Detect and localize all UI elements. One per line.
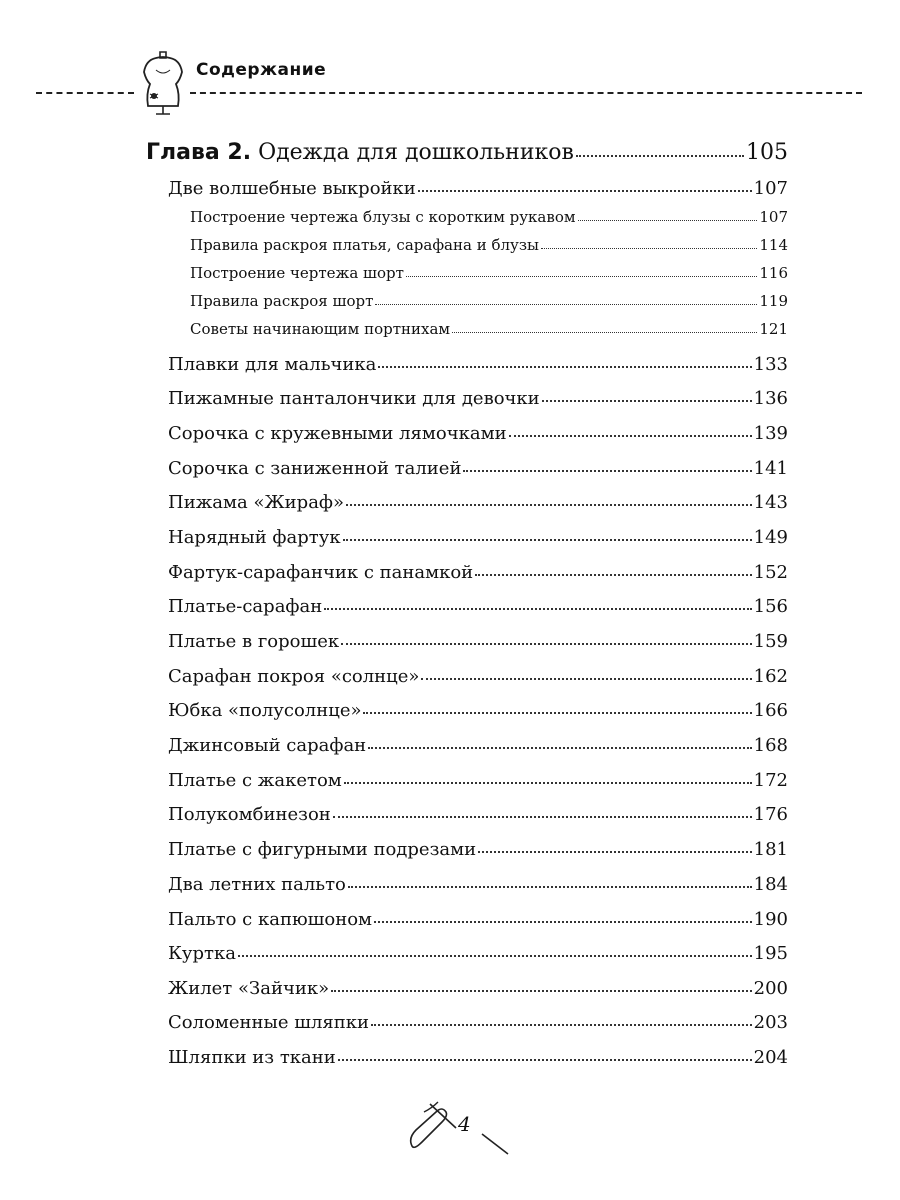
dot-leader <box>463 470 751 472</box>
entry-page-number: 204 <box>753 1047 788 1068</box>
entry-page-number: 121 <box>759 320 788 338</box>
dot-leader <box>324 608 751 610</box>
toc-entry[interactable] <box>168 631 788 652</box>
dot-leader <box>331 990 752 992</box>
toc-entry[interactable] <box>168 178 788 199</box>
dot-leader <box>541 248 757 249</box>
header-title: Содержание <box>196 60 327 80</box>
page-number: 4 <box>458 1112 471 1136</box>
entry-title: Правила раскроя платья, сарафана и блузы <box>190 236 539 254</box>
entry-title: Правила раскроя шорт <box>190 292 374 310</box>
dot-leader <box>578 220 758 221</box>
toc-entry[interactable] <box>168 1047 788 1068</box>
entry-page-number: 181 <box>753 839 788 860</box>
toc-entry[interactable] <box>168 354 788 375</box>
entry-title: Построение чертежа блузы с коротким рукавом <box>190 208 576 226</box>
entry-page-number: 162 <box>753 666 788 687</box>
entry-title: Куртка <box>168 943 236 964</box>
toc-entry[interactable] <box>168 770 788 791</box>
toc-entry[interactable] <box>168 423 788 444</box>
dot-leader <box>418 190 752 192</box>
entry-title: Платье в горошек <box>168 631 340 652</box>
entry-page-number: 152 <box>753 562 788 583</box>
toc-entry[interactable] <box>168 700 788 721</box>
dot-leader <box>452 332 757 333</box>
entry-title: Два летних пальто <box>168 874 346 895</box>
dot-leader <box>333 816 752 818</box>
dot-leader <box>378 366 751 368</box>
entry-page-number: 107 <box>753 178 788 199</box>
entry-title: Шляпки из ткани <box>168 1047 336 1068</box>
entry-title: Пижама «Жираф» <box>168 492 345 513</box>
dot-leader <box>341 643 752 645</box>
entry-page-number: 172 <box>753 770 788 791</box>
toc-entry[interactable] <box>168 735 788 756</box>
entry-page-number: 166 <box>753 700 788 721</box>
dot-leader <box>509 435 752 437</box>
entry-title: Сарафан покроя «солнце» <box>168 666 420 687</box>
dot-leader <box>406 276 757 277</box>
toc-entry[interactable] <box>168 804 788 825</box>
entry-page-number: 156 <box>753 596 788 617</box>
chapter-title <box>146 140 574 165</box>
entry-title: Соломенные шляпки <box>168 1012 369 1033</box>
dot-leader <box>238 955 752 957</box>
entry-page-number: 184 <box>753 874 788 895</box>
entry-title: Полукомбинезон <box>168 804 331 825</box>
dot-leader <box>478 851 752 853</box>
toc-subentry[interactable] <box>190 208 788 226</box>
toc-entry[interactable] <box>168 874 788 895</box>
chapter-page-number: 105 <box>746 140 788 165</box>
toc-entry[interactable] <box>168 492 788 513</box>
dot-leader <box>542 400 752 402</box>
entry-page-number: 119 <box>759 292 788 310</box>
entry-page-number: 136 <box>753 388 788 409</box>
entry-page-number: 159 <box>753 631 788 652</box>
entry-title: Пижамные панталончики для девочки <box>168 388 540 409</box>
dot-leader <box>421 678 751 680</box>
dot-leader <box>576 155 744 157</box>
entry-title: Фартук-сарафанчик с панамкой <box>168 562 474 583</box>
entry-title: Две волшебные выкройки <box>168 178 416 199</box>
toc-entry[interactable] <box>168 943 788 964</box>
entry-title: Нарядный фартук <box>168 527 341 548</box>
dot-leader <box>371 1024 752 1026</box>
toc-entry[interactable] <box>168 1012 788 1033</box>
toc-entry[interactable] <box>168 839 788 860</box>
entry-page-number: 114 <box>759 236 788 254</box>
entry-page-number: 168 <box>753 735 788 756</box>
toc-entry[interactable] <box>168 978 788 999</box>
entry-page-number: 116 <box>759 264 788 282</box>
entry-page-number: 139 <box>753 423 788 444</box>
dot-leader <box>375 304 757 305</box>
entry-page-number: 133 <box>753 354 788 375</box>
dot-leader <box>475 574 751 576</box>
entry-page-number: 143 <box>753 492 788 513</box>
entry-page-number: 200 <box>753 978 788 999</box>
entry-page-number: 203 <box>753 1012 788 1033</box>
dot-leader <box>363 712 751 714</box>
toc-subentry[interactable] <box>190 320 788 338</box>
toc-entry[interactable] <box>168 596 788 617</box>
entry-title: Джинсовый сарафан <box>168 735 367 756</box>
entry-title: Сорочка с кружевными лямочками <box>168 423 507 444</box>
dot-leader <box>348 886 752 888</box>
dot-leader <box>374 921 752 923</box>
toc-entry[interactable] <box>168 909 788 930</box>
toc-entry[interactable] <box>168 527 788 548</box>
chapter-name: Одежда для дошкольников <box>258 140 574 165</box>
entry-title: Юбка «полусолнце» <box>168 700 362 721</box>
entry-title: Платье с фигурными подрезами <box>168 839 477 860</box>
dot-leader <box>346 504 752 506</box>
dot-leader <box>368 747 751 749</box>
entry-page-number: 195 <box>753 943 788 964</box>
entry-title: Жилет «Зайчик» <box>168 978 330 999</box>
entry-page-number: 107 <box>759 208 788 226</box>
dot-leader <box>338 1059 752 1061</box>
toc-entry[interactable] <box>168 458 788 479</box>
toc-entry[interactable] <box>168 666 788 687</box>
entry-title: Пальто с капюшоном <box>168 909 373 930</box>
dot-leader <box>343 539 752 541</box>
entry-title: Сорочка с заниженной талией <box>168 458 462 479</box>
entry-page-number: 149 <box>753 527 788 548</box>
entry-title: Платье-сарафан <box>168 596 323 617</box>
entry-title: Советы начинающим портнихам <box>190 320 451 338</box>
entry-title: Плавки для мальчика <box>168 354 377 375</box>
entry-title: Построение чертежа шорт <box>190 264 404 282</box>
entry-title: Платье с жакетом <box>168 770 342 791</box>
toc-chapter-entry[interactable] <box>146 140 788 165</box>
toc-subentry[interactable] <box>190 236 788 254</box>
toc-subentry[interactable] <box>190 264 788 282</box>
toc-subentry[interactable] <box>190 292 788 310</box>
toc-entry[interactable] <box>168 562 788 583</box>
entry-page-number: 141 <box>753 458 788 479</box>
entry-page-number: 190 <box>753 909 788 930</box>
chapter-label: Глава 2. <box>146 140 252 165</box>
entry-page-number: 176 <box>753 804 788 825</box>
toc-entry[interactable] <box>168 388 788 409</box>
dot-leader <box>344 782 752 784</box>
